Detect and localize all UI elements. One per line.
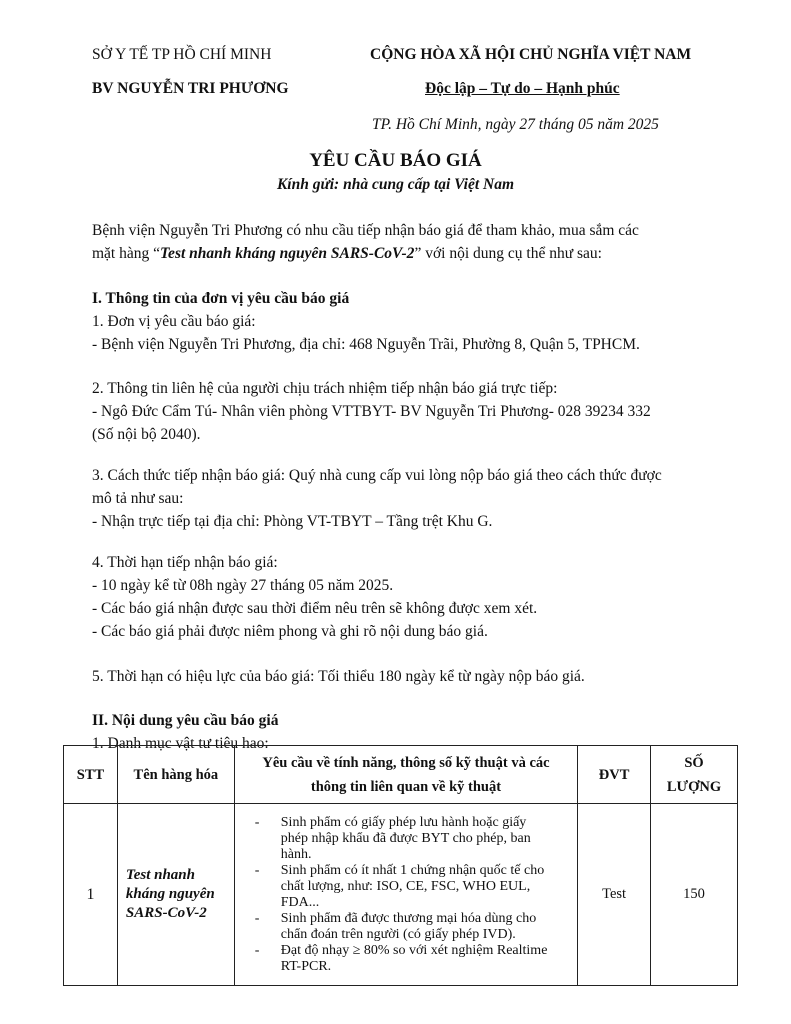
requirement-1-line-2: phép nhập khẩu đã được BYT cho phép, ban xyxy=(280,830,531,846)
intro-line-1: Bệnh viện Nguyễn Tri Phương có nhu cầu tiếp nhận báo giá để tham khảo, mua sắm các xyxy=(92,222,639,239)
section-2-subheading: 1. Danh mục vật tư tiêu hao: xyxy=(92,735,269,752)
header-quantity-line-1: SỐ xyxy=(684,754,704,771)
dash-bullet-icon: - xyxy=(254,862,260,878)
row-stt: 1 xyxy=(64,804,118,986)
requirement-item xyxy=(243,863,571,911)
s1-p5-line-1: 5. Thời hạn có hiệu lực của báo giá: Tối thiểu 180 ngày kể từ ngày nộp báo giá. xyxy=(92,668,585,685)
requirement-3-line-1: Sinh phẩm đã được thương mại hóa dùng cho xyxy=(280,910,537,926)
intro-line-2 xyxy=(92,242,707,265)
row-quantity: 150 xyxy=(651,804,738,986)
table-row xyxy=(64,804,738,986)
requirements-list xyxy=(235,813,577,977)
requirement-2-line-2: chất lượng, như: ISO, CE, FSC, WHO EUL, xyxy=(280,878,531,894)
requested-item-name: Test nhanh kháng nguyên SARS-CoV-2 xyxy=(160,245,415,262)
s1-p4-line-3: - Các báo giá nhận được sau thời điểm nêu trên sẽ không được xem xét. xyxy=(92,600,538,617)
table-header-row xyxy=(64,746,738,804)
requirement-2-line-3: FDA... xyxy=(280,894,320,910)
row-item-name-line-1: Test nhanh xyxy=(125,867,195,883)
s1-p4-line-1: 4. Thời hạn tiếp nhận báo giá: xyxy=(92,554,278,571)
intro-paragraph xyxy=(92,219,707,265)
section-1-validity xyxy=(92,665,707,688)
date-line: TP. Hồ Chí Minh, ngày 27 tháng 05 năm 2025 xyxy=(372,116,659,133)
header-quantity-line-2: LƯỢNG xyxy=(666,778,722,795)
s1-p2-line-3: (Số nội bộ 2040). xyxy=(92,426,201,443)
s1-p3-line-1: 3. Cách thức tiếp nhận báo giá: Quý nhà cung cấp vui lòng nộp báo giá theo cách thức được xyxy=(92,467,662,484)
requirement-4-line-2: RT-PCR. xyxy=(280,958,332,974)
document-title: YÊU CẦU BÁO GIÁ xyxy=(309,150,482,171)
header-unit: ĐVT xyxy=(578,746,651,804)
s1-p1-line-2: - Bệnh viện Nguyễn Tri Phương, địa chỉ: 468 Nguyễn Trãi, Phường 8, Quận 5, TPHCM. xyxy=(92,336,640,353)
header-requirements-line-1: Yêu cầu về tính năng, thông số kỹ thuật và các xyxy=(262,754,550,771)
requirement-1-line-3: hành. xyxy=(280,846,312,862)
requirement-1-line-1: Sinh phẩm có giấy phép lưu hành hoặc giấy xyxy=(280,814,527,830)
section-1 xyxy=(92,287,707,356)
s1-p4-line-4: - Các báo giá phải được niêm phong và ghi rõ nội dung báo giá. xyxy=(92,623,488,640)
header-stt: STT xyxy=(64,746,118,804)
nation-title: CỘNG HÒA XÃ HỘI CHỦ NGHĨA VIỆT NAM xyxy=(370,46,692,63)
section-1-method xyxy=(92,464,707,533)
national-motto: Độc lập – Tự do – Hạnh phúc xyxy=(425,80,620,97)
s1-p3-line-2: mô tả như sau: xyxy=(92,490,184,507)
department-name: SỞ Y TẾ TP HỒ CHÍ MINH xyxy=(92,46,272,63)
dash-bullet-icon: - xyxy=(254,814,260,830)
s1-p2-line-1: 2. Thông tin liên hệ của người chịu trách nhiệm tiếp nhận báo giá trực tiếp: xyxy=(92,380,558,397)
section-2-heading: II. Nội dung yêu cầu báo giá xyxy=(92,712,279,729)
section-1-contact xyxy=(92,377,707,446)
row-item-name xyxy=(117,804,234,986)
requirement-item xyxy=(243,943,571,975)
header-requirements-line-2: thông tin liên quan về kỹ thuật xyxy=(310,778,502,795)
requirement-2-line-1: Sinh phẩm có ít nhất 1 chứng nhận quốc tế cho xyxy=(280,862,545,878)
intro-line-2-suffix: ” với nội dung cụ thể như sau: xyxy=(414,245,602,262)
materials-table xyxy=(63,745,738,986)
s1-p1-line-1: 1. Đơn vị yêu cầu báo giá: xyxy=(92,313,256,330)
intro-line-2-prefix: mặt hàng “ xyxy=(92,245,161,262)
document-recipient: Kính gửi: nhà cung cấp tại Việt Nam xyxy=(276,176,515,193)
header-item-name: Tên hàng hóa xyxy=(117,746,234,804)
s1-p3-line-3: - Nhận trực tiếp tại địa chỉ: Phòng VT-TBYT – Tầng trệt Khu G. xyxy=(92,513,493,530)
s1-p2-line-2: - Ngô Đức Cẩm Tú- Nhân viên phòng VTTBYT- BV Nguyễn Tri Phương- 028 39234 332 xyxy=(92,403,651,420)
row-item-name-line-3: SARS-CoV-2 xyxy=(125,905,207,921)
header-requirements xyxy=(234,746,577,804)
s1-p4-line-2: - 10 ngày kể từ 08h ngày 27 tháng 05 năm 2025. xyxy=(92,577,394,594)
requirement-3-line-2: chẩn đoán trên người (có giấy phép IVD). xyxy=(280,926,516,942)
hospital-name: BV NGUYỄN TRI PHƯƠNG xyxy=(92,80,289,97)
row-item-name-line-2: kháng nguyên xyxy=(125,886,215,902)
header-quantity xyxy=(651,746,738,804)
dash-bullet-icon: - xyxy=(254,942,260,958)
section-1-heading: I. Thông tin của đơn vị yêu cầu báo giá xyxy=(92,290,350,307)
section-1-deadline xyxy=(92,551,707,643)
row-requirements xyxy=(234,804,577,986)
requirement-4-line-1: Đạt độ nhạy ≥ 80% so với xét nghiệm Realtime xyxy=(280,942,548,958)
dash-bullet-icon: - xyxy=(254,910,260,926)
requirement-item xyxy=(243,911,571,943)
requirement-item xyxy=(243,815,571,863)
row-unit: Test xyxy=(578,804,651,986)
